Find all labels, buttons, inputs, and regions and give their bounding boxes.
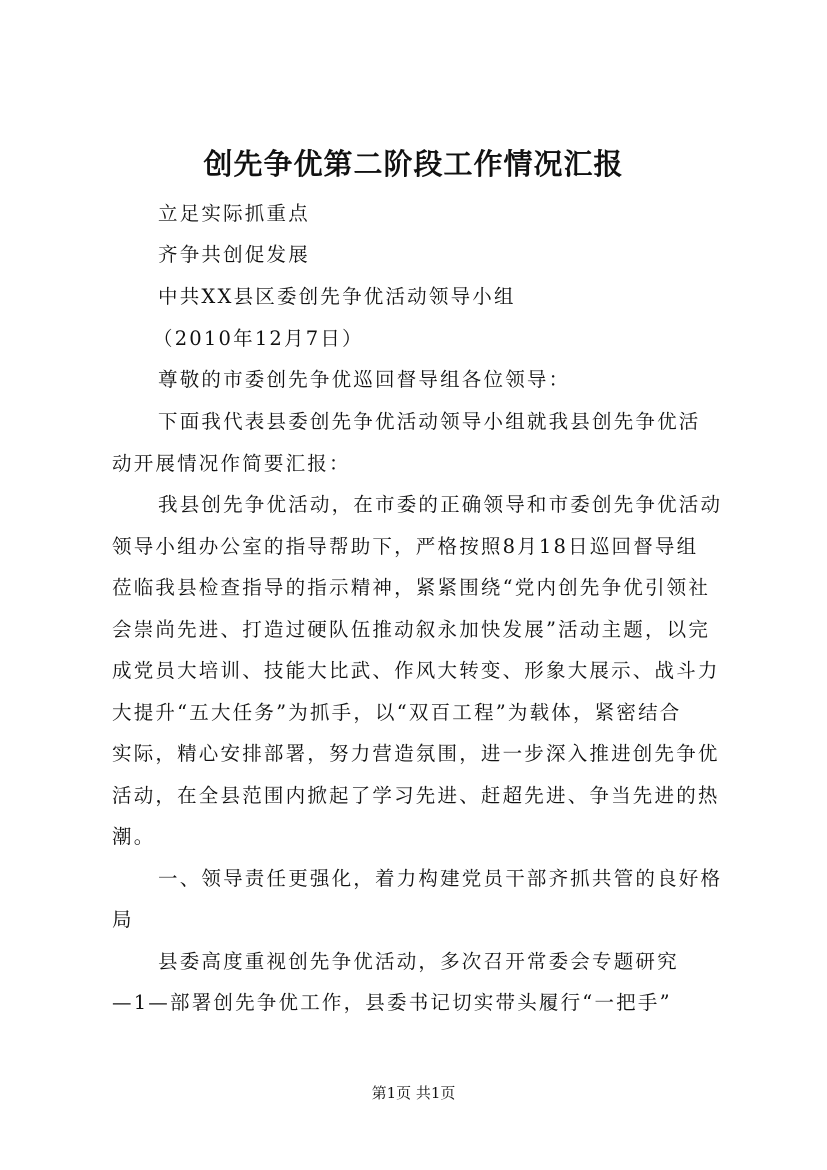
paragraph-line: 成党员大培训、技能大比武、作风大转变、形象大展示、战斗力 [112,659,720,682]
paragraph-line: 潮。 [112,825,156,848]
document-title: 创先争优第二阶段工作情况汇报 [203,147,624,181]
paragraph-line: 会崇尚先进、打造过硬队伍推动叙永加快发展”活动主题，以完 [112,618,711,641]
paragraph-line: 领导小组办公室的指导帮助下，严格按照8月18日巡回督导组 [112,535,699,558]
page-footer: 第1页 共1页 [371,1084,456,1102]
author-line: 中共XX县区委创先争优活动领导小组 [158,285,516,308]
paragraph-line: —1—部署创先争优工作，县委书记切实带头履行“一把手” [112,991,672,1014]
paragraph-line: 莅临我县检查指导的指示精神，紧紧围绕“党内创先争优引领社 [112,576,711,599]
date-line: （2010年12月7日） [153,327,364,350]
salutation: 尊敬的市委创先争优巡回督导组各位领导： [158,368,571,391]
paragraph-line: 动开展情况作简要汇报： [112,452,351,475]
section-heading: 一、领导责任更强化，着力构建党员干部齐抓共管的良好格 [158,867,723,890]
paragraph-line: 大提升“五大任务”为抓手，以“双百工程”为载体，紧密结合 [112,701,682,724]
paragraph-line: 实际，精心安排部署，努力营造氛围，进一步深入推进创先争优 [112,742,720,765]
subtitle-line-2: 齐争共创促发展 [158,243,310,266]
paragraph-line: 我县创先争优活动，在市委的正确领导和市委创先争优活动 [158,493,723,516]
paragraph-line: 下面我代表县委创先争优活动领导小组就我县创先争优活 [158,410,701,433]
paragraph-line: 活动，在全县范围内掀起了学习先进、赶超先进、争当先进的热 [112,784,720,807]
section-heading: 局 [112,908,134,931]
paragraph-line: 县委高度重视创先争优活动，多次召开常委会专题研究 [158,950,679,973]
subtitle-line-1: 立足实际抓重点 [158,202,310,225]
